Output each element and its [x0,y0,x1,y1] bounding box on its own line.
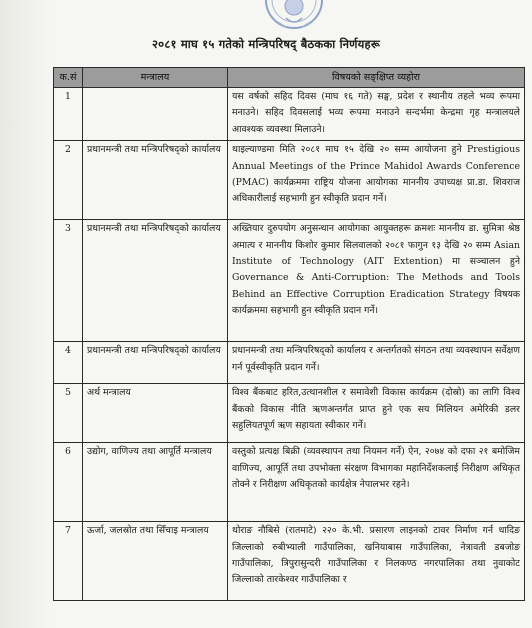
row-summary: थोराङ नौबिसे (रातमाटे) २२० के.भी. प्रसारण लाइनको टावर निर्माण गर्न धादिङ जिल्लाको रुबीभ्याली गाउँपालिका, खनियाबास गाउँपालिका, नेत्रावती डबजोङ गाउँपालिका, त्रिपुरासुन्दरी गाउँपालिका र निलकण्ठ नगरपालिका तथा नुवाकोट जिल्लाको तारकेश्वर गाउँपालिका र [228,522,525,601]
table-header-row [54,68,525,88]
row-ministry: प्रधानमन्त्री तथा मन्त्रिपरिषद्को कार्यालय [83,141,228,220]
row-ministry: अर्थ मन्त्रालय [83,384,228,443]
row-sn: 5 [54,384,83,443]
row-summary: यस वर्षको सहिद दिवस (माघ १६ गते) सङ्घ, प्रदेश र स्थानीय तहले भव्य रूपमा मनाउने। सहिद दिवसलाई भव्य रूपमा मनाउने सन्दर्भमा केन्द्रमा गृह मन्त्रालयले आवश्यक व्यवस्था मिलाउने। [228,88,525,141]
row-summary: अख्तियार दुरुपयोग अनुसन्धान आयोगका आयुक्तहरू क्रमशः माननीय डा. सुमित्रा श्रेष्ठ अमात्य र माननीय किशोर कुमार सिलवालको २०८१ फागुन १३ देखि २० सम्म Asian Institute of Technology (AIT Extention) मा सञ्चालन हुने Governance & Anti-Corruption: The Methods and Tools Behind an Effective Corruption Eradication Strategy विषयक कार्यक्रममा सहभागी हुन स्वीकृति प्रदान गर्ने। [228,220,525,342]
row-sn: 4 [54,342,83,384]
header-ministry: मन्त्रालय [83,68,228,88]
table-row [54,220,525,342]
table-row [54,88,525,141]
row-sn: 1 [54,88,83,141]
row-ministry: प्रधानमन्त्री तथा मन्त्रिपरिषद्को कार्यालय [83,220,228,342]
row-summary: वस्तुको प्रत्यक्ष बिक्री (व्यवस्थापन तथा नियमन गर्ने) ऐन, २०७४ को दफा २१ बमोजिम वाणिज्य, आपूर्ति तथा उपभोक्ता संरक्षण विभागका महानिर्देशकलाई निरीक्षण अधिकृत तोक्ने र निरीक्षण अधिकृतको कार्यक्षेत्र नेपालभर रहने। [228,443,525,522]
row-summary: प्रधानमन्त्री तथा मन्त्रिपरिषद्को कार्यालय र अन्तर्गतको संगठन तथा व्यवस्थापन सर्वेक्षण गर्न पूर्वस्वीकृति प्रदान गर्ने। [228,342,525,384]
row-summary: थाइल्याण्डमा मिति २०८१ माघ १५ देखि २० सम्म आयोजना हुने Prestigious Annual Meetings of the Prince Mahidol Awards Conference (PMAC) कार्यक्रममा राष्ट्रिय योजना आयोगका माननीय उपाध्यक्ष प्रा.डा. शिवराज अधिकारीलाई सहभागी हुन स्वीकृति प्रदान गर्ने। [228,141,525,220]
table-row [54,384,525,443]
row-sn: 2 [54,141,83,220]
row-summary: विश्व बैंकबाट हरित,उत्थानशील र समावेशी विकास कार्यक्रम (दोस्रो) का लागि विश्व बैंकको विकास नीति ऋणअन्तर्गत प्राप्त हुने एक सय मिलियन अमेरिकी डलर सहुलियतपूर्ण ऋण सहायता स्वीकार गर्ने। [228,384,525,443]
government-emblem-icon [262,0,326,36]
decisions-table [53,67,525,601]
row-ministry: ऊर्जा, जलस्रोत तथा सिँचाइ मन्त्रालय [83,522,228,601]
header-sn: क.सं [54,68,83,88]
row-ministry: प्रधानमन्त्री तथा मन्त्रिपरिषद्को कार्यालय [83,342,228,384]
row-sn: 7 [54,522,83,601]
header-summary: विषयको सङ्क्षिप्त व्यहोरा [228,68,525,88]
page-shadow [0,0,53,628]
table-row [54,443,525,522]
row-ministry [83,88,228,141]
page-title: २०८१ माघ १५ गतेको मन्त्रिपरिषद् बैठकका निर्णयहरू [152,37,380,51]
table-row [54,342,525,384]
row-ministry: उद्योग, वाणिज्य तथा आपूर्ति मन्त्रालय [83,443,228,522]
row-sn: 3 [54,220,83,342]
table-row [54,522,525,601]
table-row [54,141,525,220]
row-sn: 6 [54,443,83,522]
